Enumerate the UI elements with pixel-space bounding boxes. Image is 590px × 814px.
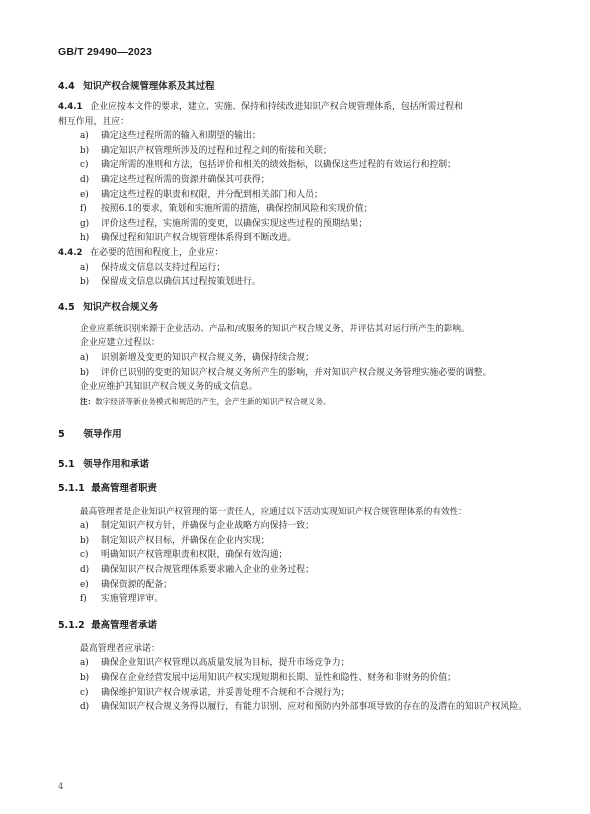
section-title: 最高管理者职责 (91, 482, 157, 494)
list-4-4-2 (58, 261, 534, 290)
section-number: 4.4 (58, 81, 75, 92)
chapter-5-heading (58, 428, 534, 442)
list-item: b) 确定知识产权管理所涉及的过程和过程之间的衔接和关联； (80, 145, 332, 156)
chapter-title: 领导作用 (83, 428, 122, 440)
clause-4-4-2 (58, 246, 534, 261)
list-item: c) 确保维护知识产权合规承诺，并妥善处理不合规和不合规行为； (80, 687, 350, 698)
page-number: 4 (58, 782, 64, 792)
clause-text-continued: 相互作用，且应： (58, 116, 129, 127)
list-5-1-1 (58, 519, 534, 607)
clause-text: 在必要的范围和程度上，企业应： (90, 247, 224, 258)
clause-4-4-1 (58, 100, 534, 115)
list-item: h) 确保过程和知识产权合规管理体系得到不断改进。 (80, 233, 297, 244)
list-item: c) 明确知识产权管理职责和权限，确保有效沟通； (80, 550, 288, 561)
list-item: d) 确保知识产权合规义务得以履行，有能力识别、应对和预防内外部事项导致的存在的及潜在的知识产权风险。 (80, 702, 527, 713)
list-item: a) 确定这些过程所需的输入和期望的输出； (80, 131, 261, 142)
section-number: 5.1.1 (58, 482, 85, 494)
list-item: d) 确保知识产权合规管理体系要求融入企业的业务过程； (80, 565, 314, 576)
note (58, 395, 534, 408)
list-item: d) 确定这些过程所需的资源并确保其可获得； (80, 174, 270, 185)
chapter-number: 5 (58, 428, 65, 440)
section-5-1-2-heading (58, 619, 534, 633)
list-item: b) 确保在企业经营发展中运用知识产权实现短期和长期、显性和隐性、财务和非财务的价值； (80, 673, 456, 684)
section-title: 领导作用和承诺 (83, 458, 149, 470)
list-item: f) 按照6.1的要求，策划和实施所需的措施，确保控制风险和实现价值； (80, 204, 373, 215)
paragraph: 企业应建立过程以： (80, 338, 160, 349)
section-5-1-heading (58, 458, 534, 472)
list-5-1-2 (58, 656, 534, 714)
section-title: 知识产权合规管理体系及其过程 (83, 81, 215, 92)
clause-text: 企业应按本文件的要求，建立、实施、保持和持续改进知识产权合规管理体系，包括所需过程和 (90, 102, 464, 112)
paragraph: 企业应维护其知识产权合规义务的成文信息。 (80, 382, 258, 393)
list-item: e) 确定这些过程的职责和权限，并分配到相关部门和人员； (80, 189, 323, 200)
list-4-4-1 (58, 129, 534, 246)
list-item: c) 确定所需的准则和方法，包括评价和相关的绩效指标，以确保这些过程的有效运行和控制； (80, 160, 456, 171)
list-item: b) 评价已识别的变更的知识产权合规义务所产生的影响，并对知识产权合规义务管理实施必要的调整。 (80, 367, 492, 378)
clause-number: 4.4.2 (58, 247, 83, 258)
list-item: f) 实施管理评审。 (80, 594, 164, 605)
section-number: 5.1.2 (58, 619, 85, 631)
list-item: a) 制定知识产权方针，并确保与企业战略方向保持一致； (80, 521, 314, 532)
section-number: 4.5 (58, 301, 75, 313)
section-5-1-1-heading (58, 482, 534, 496)
paragraph: 企业应系统识别来源于企业活动、产品和/或服务的知识产权合规义务，并评估其对运行所产生的影响。 (80, 323, 470, 334)
list-item: g) 评价这些过程，实施所需的变更，以确保实现这些过程的预期结果； (80, 218, 368, 229)
paragraph: 最高管理者是企业知识产权管理的第一责任人，应通过以下活动实现知识产权合规管理体系的有效性： (80, 506, 467, 517)
list-4-5 (58, 351, 534, 380)
section-title: 最高管理者承诺 (91, 619, 157, 631)
list-item: a) 保持成文信息以支持过程运行； (80, 262, 226, 273)
section-4-5-heading (58, 301, 534, 315)
list-item: a) 识别新增及变更的知识产权合规义务，确保持续合规； (80, 352, 314, 363)
section-4-4-heading (58, 80, 534, 94)
list-item: a) 确保企业知识产权管理以高质量发展为目标，提升市场竞争力； (80, 658, 350, 669)
section-number: 5.1 (58, 458, 75, 470)
note-label: 注： (80, 396, 96, 406)
clause-number: 4.4.1 (58, 102, 83, 112)
list-item: b) 保留成文信息以确信其过程按策划进行。 (80, 277, 261, 288)
section-title: 知识产权合规义务 (83, 301, 159, 313)
note-text: 数字经济等新业务模式和规范的产生，会产生新的知识产权合规义务。 (95, 396, 331, 406)
list-item: b) 制定知识产权目标，并确保在企业内实现； (80, 535, 270, 546)
paragraph: 最高管理者应承诺： (80, 643, 160, 654)
document-body (58, 80, 534, 715)
standard-code: GB/T 29490—2023 (58, 46, 153, 58)
list-item: e) 确保资源的配备； (80, 579, 172, 590)
